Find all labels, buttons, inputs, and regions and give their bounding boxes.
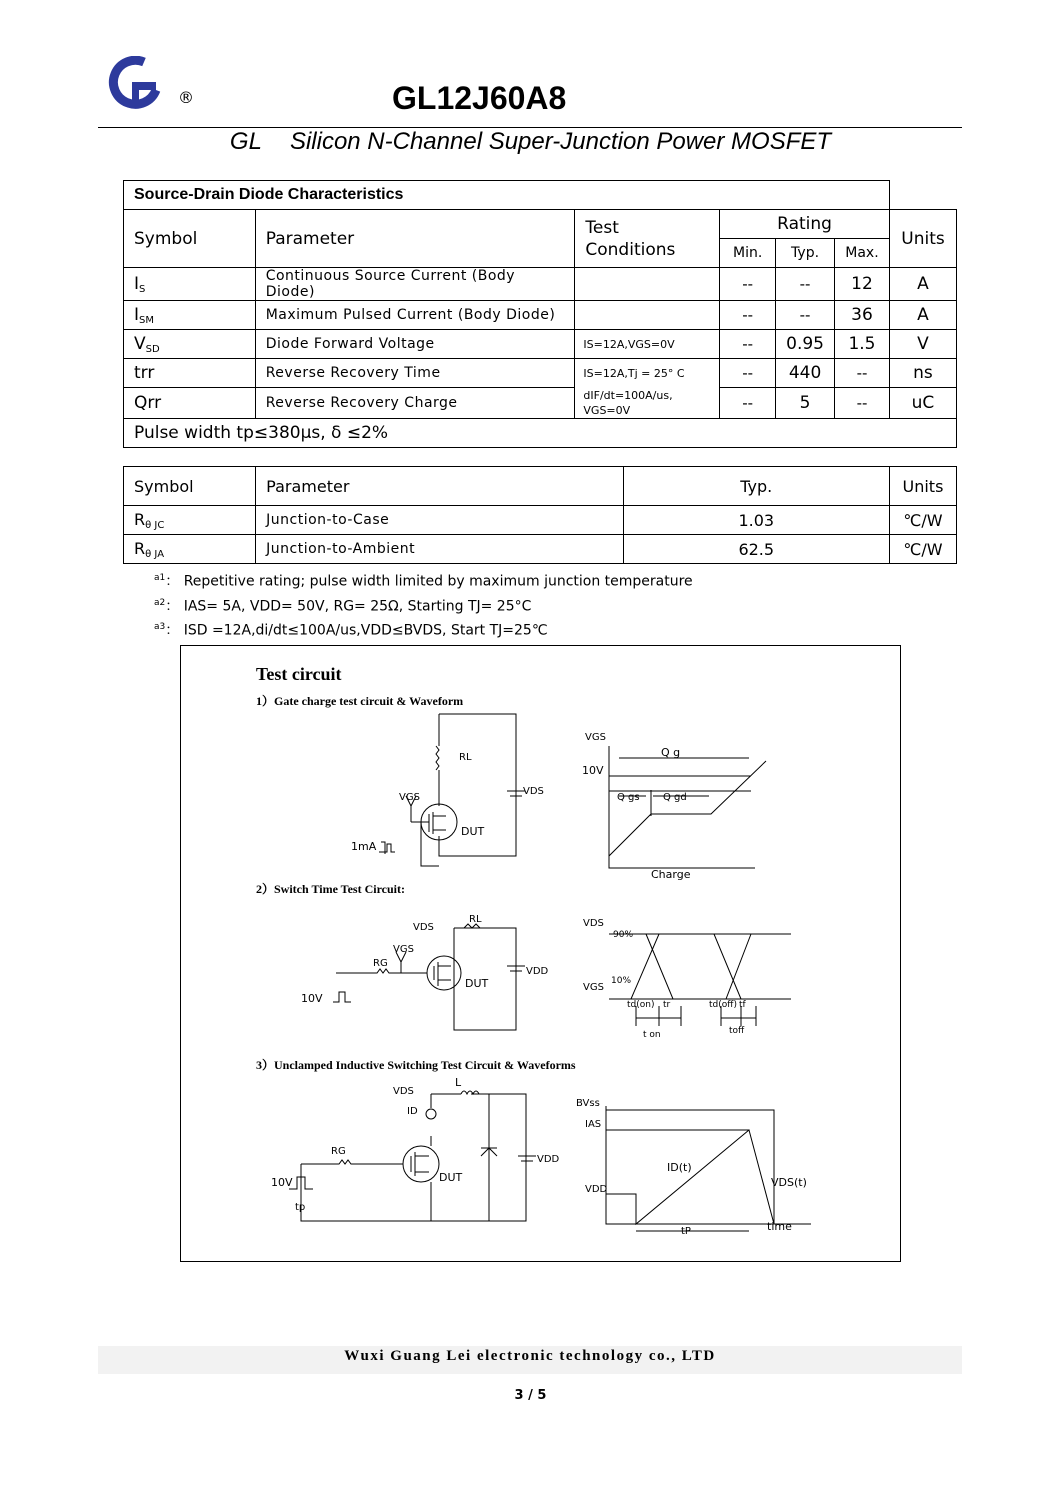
switch-vdd-label: VDD	[526, 966, 549, 977]
table-row	[124, 388, 957, 419]
note-item: $^{a3}$： ISD =12A,di/dt≤100A/us,VDD≤BVDS, Start TJ=25℃	[154, 622, 548, 639]
switch-rl-label: RL	[469, 914, 482, 925]
condition-cell	[575, 301, 720, 330]
tf-label: tf	[739, 1000, 746, 1010]
parameter-cell: Junction-to-Case	[256, 506, 623, 535]
units-cell: A	[889, 268, 956, 301]
units-cell: ns	[889, 359, 956, 388]
switch-vgs-label: VGS	[393, 944, 414, 955]
col-max: Max.	[834, 239, 889, 268]
diode-characteristics-table	[123, 180, 957, 448]
waveform-vgs-label: VGS	[585, 732, 606, 743]
max-cell: 12	[834, 268, 889, 301]
note-item: $^{a1}$： Repetitive rating; pulse width limited by maximum junction temperature	[154, 573, 693, 590]
uis-vds-label: VDS	[393, 1086, 414, 1097]
switch-wave-vgs: VGS	[583, 982, 604, 993]
subtitle-text: Silicon N-Channel Super-Junction Power MOSFET	[289, 128, 832, 155]
table-row	[124, 330, 957, 359]
units-cell: A	[889, 301, 956, 330]
qgd-label: Q gd	[663, 792, 687, 803]
col-typ: Typ.	[623, 467, 889, 506]
symbol-cell: $R_{\theta JA}$	[124, 535, 256, 564]
parameter-cell: Diode Forward Voltage	[255, 330, 575, 359]
table-row	[124, 506, 957, 535]
units-cell: V	[889, 330, 956, 359]
rl-label: RL	[459, 752, 472, 763]
page-number: 3 / 5	[514, 1388, 547, 1403]
table-row	[124, 268, 957, 301]
time-axis-label: time	[767, 1220, 792, 1233]
test-label-1: Test	[585, 217, 619, 238]
col-units: Units	[889, 210, 956, 268]
tr-label: tr	[663, 1000, 671, 1010]
max-cell: 36	[834, 301, 889, 330]
qg-label: Q g	[661, 746, 681, 759]
section-2-heading: 2）Switch Time Test Circuit:	[256, 882, 406, 896]
switch-10v-label: 10V	[301, 992, 323, 1005]
pulse-width-note: Pulse width tp≤380μs, δ ≤2%	[124, 419, 957, 448]
charge-axis-label: Charge	[651, 868, 691, 881]
dut-label: DUT	[461, 825, 485, 838]
switch-wave-vds: VDS	[583, 918, 604, 929]
symbol-cell: Qrr	[124, 388, 256, 419]
col-typ: Typ.	[776, 239, 835, 268]
test-circuit-drawing	[181, 646, 900, 1261]
symbol-cell: $I_S$	[124, 268, 256, 301]
col-parameter: Parameter	[255, 210, 575, 268]
col-symbol: Symbol	[124, 210, 256, 268]
test-circuit-title: Test circuit	[256, 664, 342, 684]
min-cell: --	[720, 268, 776, 301]
condition-cell	[575, 268, 720, 301]
typ-cell: --	[776, 301, 835, 330]
col-units: Units	[889, 467, 956, 506]
uis-wave-vdd: VDD	[585, 1184, 608, 1195]
switch-vds-label: VDS	[413, 922, 434, 933]
col-symbol: Symbol	[124, 467, 256, 506]
test-label-2: Conditions	[585, 239, 676, 260]
test-circuit-figure	[180, 645, 901, 1262]
max-cell: --	[834, 388, 889, 419]
tdoff-label: td(off)	[709, 1000, 737, 1010]
ias-label: IAS	[585, 1119, 602, 1130]
vds-label: VDS	[523, 786, 544, 797]
toff-label: toff	[729, 1026, 745, 1036]
uis-tp-label: tp	[295, 1202, 306, 1213]
tdon-label: td(on)	[627, 1000, 655, 1010]
page-subtitle	[0, 128, 1061, 156]
max-cell: 1.5	[834, 330, 889, 359]
part-number-title: GL12J60A8	[392, 80, 567, 116]
uis-10v-label: 10V	[271, 1176, 293, 1189]
condition-cell: IS=12A,Tj = 25° C	[575, 359, 720, 388]
id-label: ID	[407, 1106, 418, 1117]
switch-dut-label: DUT	[465, 977, 489, 990]
tp-label: tP	[681, 1226, 691, 1237]
uis-vdd-label: VDD	[537, 1154, 560, 1165]
footnotes	[154, 568, 693, 642]
uis-dut-label: DUT	[439, 1171, 463, 1184]
symbol-cell: trr	[124, 359, 256, 388]
units-cell: uC	[889, 388, 956, 419]
ninety-percent-label: 90%	[613, 930, 634, 940]
table-row	[124, 301, 957, 330]
table-row	[124, 359, 957, 388]
inductor-label: L	[455, 1076, 462, 1089]
symbol-cell: $V_{SD}$	[124, 330, 256, 359]
company-logo	[108, 56, 168, 110]
typ-cell: 440	[776, 359, 835, 388]
col-test-conditions	[575, 210, 720, 268]
min-cell: --	[720, 330, 776, 359]
uis-rg-label: RG	[331, 1146, 346, 1157]
parameter-cell: Maximum Pulsed Current (Body Diode)	[255, 301, 575, 330]
col-min: Min.	[720, 239, 776, 268]
parameter-cell: Continuous Source Current (Body Diode)	[255, 268, 575, 301]
table-row	[124, 535, 957, 564]
min-cell: --	[720, 301, 776, 330]
bvdss-label: BVss	[576, 1098, 600, 1109]
typ-cell: --	[776, 268, 835, 301]
thermal-resistance-table	[123, 466, 957, 564]
typ-cell: 1.03	[623, 506, 889, 535]
company-footer: Wuxi Guang Lei electronic technology co., LTD	[98, 1346, 962, 1374]
vdst-label: VDS(t)	[771, 1176, 807, 1189]
condition-cell: dIF/dt=100A/us, VGS=0V	[575, 388, 720, 419]
symbol-cell: $I_{SM}$	[124, 301, 256, 330]
min-cell: --	[720, 359, 776, 388]
note-item: $^{a2}$： IAS= 5A, VDD= 50V, RG= 25Ω, Starting TJ= 25°C	[154, 597, 532, 615]
symbol-cell: $R_{\theta JC}$	[124, 506, 256, 535]
parameter-cell: Junction-to-Ambient	[256, 535, 623, 564]
subtitle-brand: GL	[229, 128, 262, 155]
ten-volt-label: 10V	[582, 764, 604, 777]
typ-cell: 0.95	[776, 330, 835, 359]
idt-label: ID(t)	[667, 1161, 692, 1174]
max-cell: --	[834, 359, 889, 388]
ten-percent-label: 10%	[611, 976, 632, 986]
vgs-label: VGS	[399, 792, 420, 803]
parameter-cell: Reverse Recovery Time	[255, 359, 575, 388]
ton-label: t on	[643, 1030, 661, 1040]
condition-cell: IS=12A,VGS=0V	[575, 330, 720, 359]
section-3-heading: 3）Unclamped Inductive Switching Test Circuit & Waveforms	[256, 1058, 576, 1072]
typ-cell: 5	[776, 388, 835, 419]
current-source-label: 1mA	[351, 840, 377, 853]
col-parameter: Parameter	[256, 467, 623, 506]
parameter-cell: Reverse Recovery Charge	[255, 388, 575, 419]
col-rating: Rating	[720, 210, 890, 239]
section-1-heading: 1）Gate charge test circuit & Waveform	[256, 694, 464, 708]
min-cell: --	[720, 388, 776, 419]
table-section-title: Source-Drain Diode Characteristics	[124, 181, 890, 210]
units-cell: ℃/W	[889, 535, 956, 564]
units-cell: ℃/W	[889, 506, 956, 535]
typ-cell: 62.5	[623, 535, 889, 564]
switch-rg-label: RG	[373, 958, 388, 969]
registered-mark: ®	[178, 88, 194, 107]
qgs-label: Q gs	[617, 792, 640, 803]
